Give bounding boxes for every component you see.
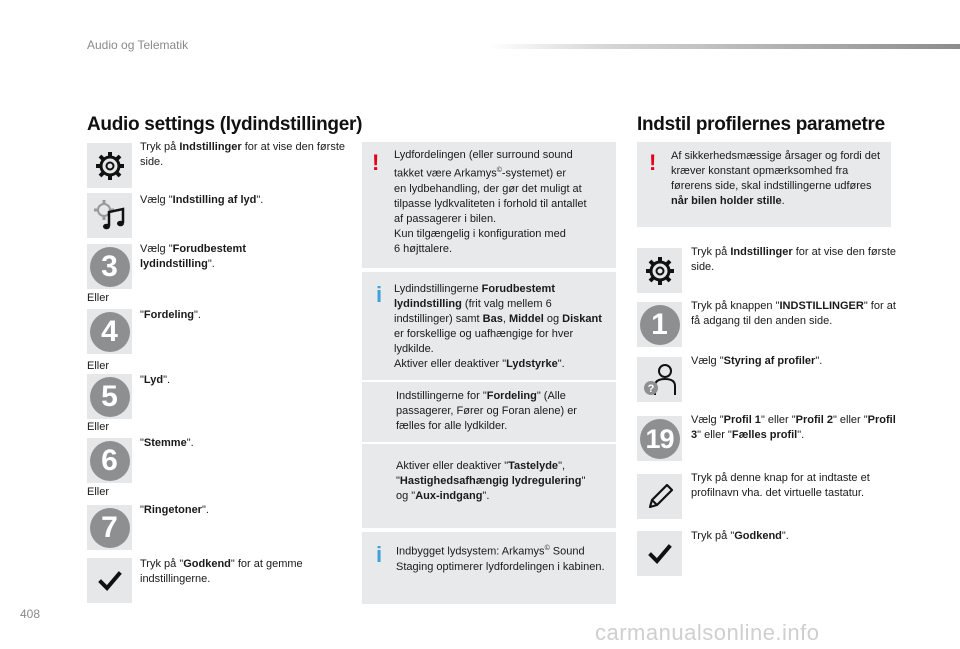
- right-section-title: Indstil profilernes parametre: [637, 114, 885, 135]
- gear-music-icon: [92, 198, 128, 234]
- right-step-5-text: Tryk på denne knap for at indtaste et profilnavn vha. det virtuelle tastatur.: [691, 472, 870, 499]
- right-step-3-text: Vælg "Styring af profiler".: [691, 355, 823, 367]
- running-header: Audio og Telematik: [87, 38, 189, 52]
- warning-text-profiles: Af sikkerhedsmæssige årsager og fordi det kræver konstant opmærksomhed fra førerens side, skal indstillingerne udføres når bilen holder stille.: [671, 150, 881, 207]
- gear-icon-box: [87, 143, 132, 188]
- gear-icon-box: [637, 248, 682, 293]
- panel-separator: [362, 380, 616, 382]
- left-step-1-text: Tryk på Indstillinger for at vise den første side.: [140, 141, 345, 168]
- warning-icon: !: [649, 150, 657, 175]
- left-step-7-text: "Ringetoner".: [140, 504, 209, 516]
- step-number-7: 7: [87, 505, 132, 550]
- left-step-6-text: "Stemme".: [140, 437, 194, 449]
- info-panel-arkamys: [362, 532, 616, 604]
- warning-panel-sound: [362, 142, 616, 268]
- page-number: 408: [20, 607, 41, 621]
- panel-separator: [362, 442, 616, 444]
- info-text-2: Indstillingerne for "Fordeling" (Alle passagerer, Fører og Foran alene) er fælles for alle lydkilder.: [396, 390, 577, 432]
- gear-icon: [94, 150, 126, 182]
- checkmark-icon: [648, 542, 672, 566]
- right-step-2-text: Tryk på knappen "INDSTILLINGER" for at få adgang til den anden side.: [691, 300, 896, 327]
- checkmark-icon-box: [637, 531, 682, 576]
- step-number-6: 6: [87, 438, 132, 483]
- step-number-4: 4: [87, 309, 132, 354]
- or-label: Eller: [87, 292, 110, 304]
- info-text-1: Lydindstillingerne Forudbestemt lydindstilling (frit valg mellem 6 indstillinger) samt Bas, Middel og Diskant er forskellige og uafhængige for hver lydkilde. Aktiver eller deaktiver "Lydstyrke".: [394, 283, 602, 370]
- pencil-icon-box: [637, 474, 682, 519]
- left-step-4-text: "Fordeling".: [140, 309, 201, 321]
- right-step-4-text: Vælg "Profil 1" eller "Profil 2" eller "Profil 3" eller "Fælles profil".: [691, 414, 896, 441]
- warning-text: Lydfordelingen (eller surround sound takket være Arkamys©-systemet) er en lydbehandling, der gør det muligt at tilpasse lydkvaliteten i forhold til antallet af passagerer i bilen. Kun tilgængelig i konfiguration med 6 højttalere.: [394, 149, 587, 255]
- or-label: Eller: [87, 421, 110, 433]
- step-number-1: 1: [637, 302, 682, 347]
- left-step-3-text: Vælg "Forudbestemt lydindstilling".: [140, 243, 246, 270]
- left-section-title: Audio settings (lydindstillinger): [87, 114, 363, 135]
- watermark: carmanualsonline.info: [595, 620, 820, 645]
- info-text-3: Aktiver eller deaktiver "Tastelyde", "Hastighedsafhængig lydregulering" og "Aux-indgang".: [396, 460, 586, 502]
- step-number-5: 5: [87, 374, 132, 419]
- info-text-arkamys: Indbygget lydsystem: Arkamys© Sound Staging optimerer lydfordelingen i kabinen.: [396, 545, 605, 573]
- left-step-8-text: Tryk på "Godkend" for at gemme indstillingerne.: [140, 558, 303, 585]
- or-label: Eller: [87, 360, 110, 372]
- or-label: Eller: [87, 486, 110, 498]
- step-number-19: 19: [637, 416, 682, 461]
- info-icon: i: [376, 282, 383, 307]
- checkmark-icon: [98, 569, 122, 593]
- svg-text:?: ?: [647, 382, 654, 395]
- gear-music-icon-box: [87, 193, 132, 238]
- info-icon: i: [376, 542, 383, 567]
- step-number-3: 3: [87, 244, 132, 289]
- right-step-1-text: Tryk på Indstillinger for at vise den første side.: [691, 246, 896, 273]
- left-step-5-text: "Lyd".: [140, 374, 171, 386]
- header-rule: [488, 44, 960, 49]
- left-step-2-text: Vælg "Indstilling af lyd".: [140, 194, 264, 206]
- gear-icon: [644, 255, 676, 287]
- info-panel-settings: [362, 272, 616, 528]
- profile-icon: [641, 361, 679, 399]
- profile-icon-box: [637, 357, 682, 402]
- checkmark-icon-box: [87, 558, 132, 603]
- pencil-icon: [644, 481, 676, 513]
- warning-icon: !: [372, 150, 380, 175]
- right-step-6-text: Tryk på "Godkend".: [691, 530, 789, 542]
- warning-panel-profiles: [637, 142, 891, 227]
